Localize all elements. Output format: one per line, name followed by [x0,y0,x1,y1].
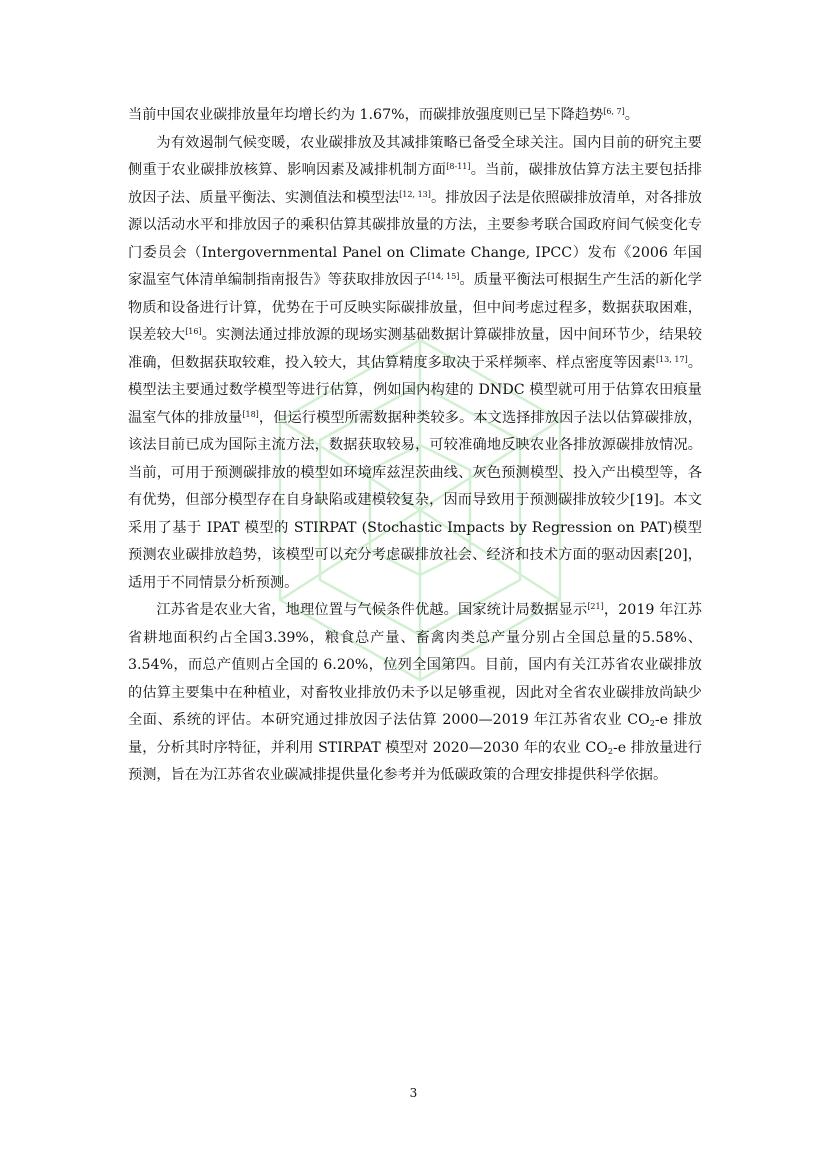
text-run: ，2019 年江苏省耕地面积约占全国3.39%，粮食总产量、畜禽肉类总产量分别占全国总量的5.58%、3.54%，而总产值则占全国的 6.20%，位列全国第四。目前，国内有关江苏省农业碳排放的估算主要集中在种植业，对畜牧业排放仍未予以足够重视，因此对全省农业碳排放尚缺少全面、系统的评估。本研究通过排放因子法估算 2000—2019 年江苏省农业 CO [128,602,702,728]
paragraph-methods [128,130,702,598]
citation: [21] [587,602,604,611]
paragraph-jiangsu [128,597,702,790]
text-run: 。当前，碳排放估算方法主要包括排放因子法、质量平衡法、实测值法和模型法 [128,162,702,206]
subscript: 2 [607,746,613,756]
citation: [8-11] [446,162,471,171]
text-run: 为有效遏制气候变暖，农业碳排放及其减排策略已备受全球关注。国内目前的研究主要侧重于农业碳排放核算、影响因素及减排机制方面 [128,134,702,178]
citation: [16] [185,327,202,336]
text-run: 。 [624,107,639,123]
citation: [18] [242,409,259,419]
text-run: 江苏省是农业大省，地理位置与气候条件优越。国家统计局数据显示 [156,602,588,618]
text-run: 。质量平衡法可根据生产生活的新化学物质和设备进行计算，优势在于可反映实际碳排放量，但中间考虑过程多，数据获取困难，误差较大 [128,272,702,343]
paragraph-intro-tail [128,102,702,130]
body-text [128,102,702,790]
citation: [12, 13] [399,189,431,199]
page-number: 3 [409,1086,418,1100]
citation: [14, 15] [427,272,460,281]
text-run: -e 排放量进行预测，旨在为江苏省农业碳减排提供量化参考并为低碳政策的合理安排提供科学依据。 [128,739,702,783]
text-run: 当前中国农业碳排放量年均增长约为 1.67%，而碳排放强度则已呈下降趋势 [128,107,604,123]
citation: [13, 17] [655,354,688,364]
text-run: 。模型法主要通过数学模型等进行估算，例如国内构建的 DNDC 模型就可用于估算农田痕量温室气体的排放量 [128,354,702,426]
citation: [6, 7] [603,107,625,116]
text-run: 。实测法通过排放源的现场实测基础数据计算碳排放量，因中间环节少，结果较准确，但数据获取较难，投入较大，其估算精度多取决于采样频率、样点密度等因素 [128,327,702,371]
text-run: ，但运行模型所需数据种类较多。本文选择排放因子法以估算碳排放，该法目前已成为国际主流方法，数据获取较易，可较准确地反映农业各排放源碳排放情况。当前，可用于预测碳排放的模型如环境库兹涅茨曲线、灰色预测模型、投入产出模型等，各有优势，但部分模型存在自身缺陷或建模较复杂，因而导致用于预测碳排放较少[19]。本文采用了基于 IPAT 模型的 STIRPAT (Stochastic Impacts by Regression on PAT)模型预测农业碳排放趋势，该模型可以充分考虑碳排放社会、经济和技术方面的驱动因素[20]，适用于不同情景分析预测。 [128,409,702,591]
subscript: 2 [649,719,655,728]
text-run: -e 排放量，分析其时序特征，并利用 STIRPAT 模型对 2020—2030 年的农业 CO [128,712,703,756]
text-run: 。排放因子法是依照碳排放清单，对各排放源以活动水平和排放因子的乘积估算其碳排放量的方法，主要参考联合国政府间气候变化专门委员会（Intergovernmental Panel on Climate Change, IPCC）发布《2006 年国家温室气体清单编制指南报告》等获取排放因子 [128,189,702,288]
